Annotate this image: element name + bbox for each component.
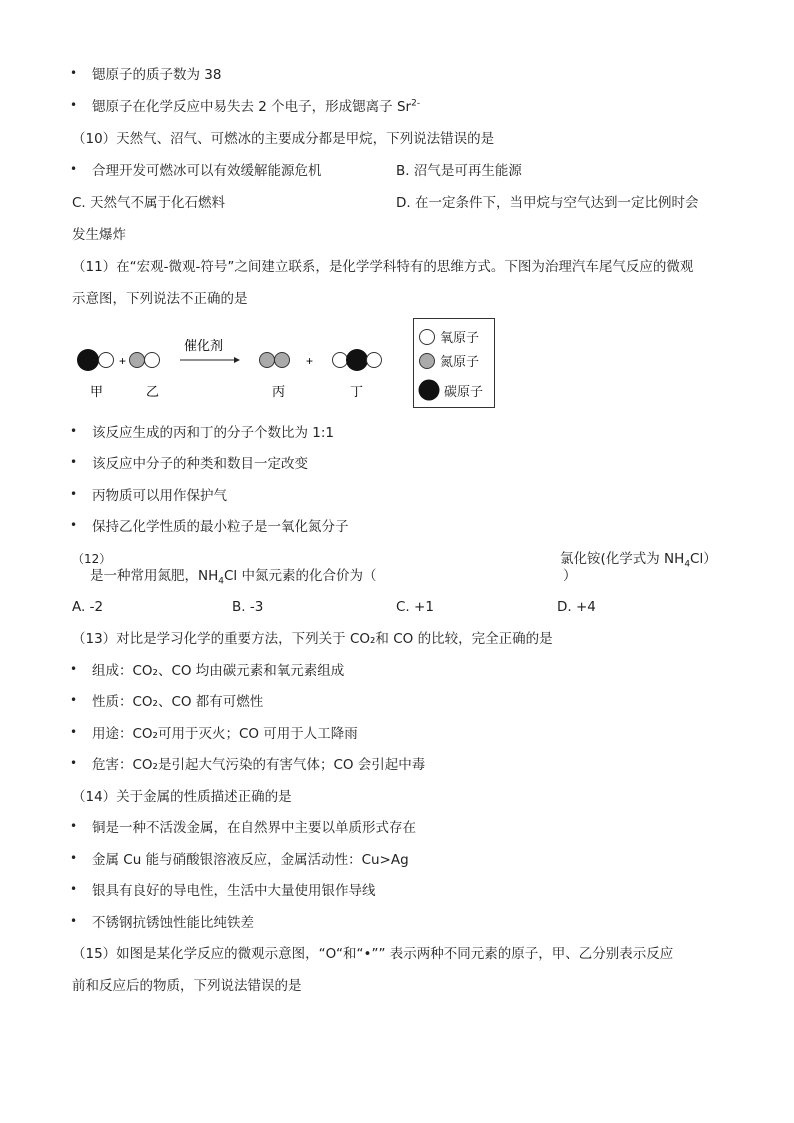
statement-proton-number bbox=[92, 66, 221, 84]
question-12-stem-line2 bbox=[90, 567, 376, 585]
question-11-stem-cont: 示意图，下列说法不正确的是 bbox=[72, 291, 248, 307]
reaction-molecules-svg bbox=[72, 318, 412, 410]
question-13-stem: （13）对比是学习化学的重要方法，下列关于 CO₂和 CO 的比较，完全正确的是 bbox=[72, 631, 553, 647]
legend-carbon-label: 碳原子 bbox=[444, 384, 484, 400]
q12-option-d: D. +4 bbox=[557, 599, 596, 615]
bullet-dot: • bbox=[70, 424, 78, 438]
subscript-4: 4 bbox=[218, 576, 224, 587]
q13-option-3: 用途：CO₂可用于灭火；CO 可用于人工降雨 bbox=[92, 726, 358, 742]
question-12-number: （12） bbox=[72, 552, 112, 566]
q13-option-2: 性质：CO₂、CO 都有可燃性 bbox=[92, 694, 264, 710]
ion-charge: 2- bbox=[411, 98, 421, 109]
q14-option-2: 金属 Cu 能与硝酸银溶液反应，金属活动性：Cu>Ag bbox=[92, 852, 409, 868]
q11-option-3: 丙物质可以用作保护气 bbox=[92, 488, 227, 504]
bullet-dot: • bbox=[70, 914, 78, 928]
statement-ion bbox=[92, 98, 420, 116]
q14-option-3: 银具有良好的导电性，生活中大量使用银作导线 bbox=[92, 883, 376, 899]
q13-option-4: 危害：CO₂是引起大气污染的有害气体；CO 会引起中毒 bbox=[92, 757, 426, 773]
oxygen-atom bbox=[367, 353, 382, 368]
legend-row-oxygen bbox=[418, 327, 479, 346]
nitrogen-atom bbox=[130, 353, 145, 368]
label-ding: 丁 bbox=[350, 385, 364, 400]
bullet-dot: • bbox=[70, 518, 78, 532]
q11-option-1: 该反应生成的丙和丁的分子个数比为 1:1 bbox=[92, 425, 335, 441]
q12-option-a: A. -2 bbox=[72, 599, 104, 615]
question-11-stem: （11）在“宏观-微观-符号”之间建立联系，是化学学科特有的思维方式。下图为治理汽车尾气反应的微观 bbox=[72, 259, 694, 275]
legend-row-carbon bbox=[418, 379, 483, 401]
q12-stem-right-text: 氯化铵(化学式为 NH bbox=[560, 551, 685, 567]
q14-option-1: 铜是一种不活泼金属，在自然界中主要以单质形式存在 bbox=[92, 820, 416, 836]
q12-option-c: C. +1 bbox=[396, 599, 434, 615]
q12-stem-right-end: Cl） bbox=[690, 551, 717, 567]
q10-option-d-cont: 发生爆炸 bbox=[72, 227, 126, 243]
carbon-atom bbox=[77, 349, 99, 371]
oxygen-atom bbox=[333, 353, 348, 368]
bullet-dot: • bbox=[70, 882, 78, 896]
carbon-atom-icon bbox=[418, 379, 440, 401]
legend-nitrogen-label: 氮原子 bbox=[440, 355, 480, 370]
bullet-dot: • bbox=[70, 487, 78, 501]
bullet-dot: • bbox=[70, 725, 78, 739]
nitrogen-atom bbox=[275, 353, 290, 368]
label-bing: 丙 bbox=[272, 385, 286, 400]
q14-option-4: 不锈钢抗锈蚀性能比纯铁差 bbox=[92, 915, 254, 931]
plus-sign-1: + bbox=[119, 354, 127, 368]
q10-option-c: C. 天然气不属于化石燃料 bbox=[72, 195, 226, 211]
nitrogen-atom-icon bbox=[418, 352, 436, 370]
label-yi: 乙 bbox=[146, 385, 160, 400]
q10-option-d: D. 在一定条件下，当甲烷与空气达到一定比例时会 bbox=[396, 195, 699, 211]
statement-text: 锶原子的质子数为 38 bbox=[92, 67, 222, 83]
label-jia: 甲 bbox=[90, 385, 104, 400]
legend-oxygen-label: 氧原子 bbox=[440, 331, 480, 346]
statement-text: 锶原子在化学反应中易失去 2 个电子，形成锶离子 Sr bbox=[92, 99, 412, 115]
oxygen-atom bbox=[145, 353, 160, 368]
bullet-dot: • bbox=[70, 162, 78, 176]
question-15-stem: （15）如图是某化学反应的微观示意图，“O“和“•”” 表示两种不同元素的原子，甲、乙分别表示反应 bbox=[72, 946, 674, 962]
question-15-stem-cont: 前和反应后的物质，下列说法错误的是 bbox=[72, 978, 302, 994]
catalyst-label: 催化剂 bbox=[184, 339, 224, 354]
q12-option-b: B. -3 bbox=[232, 599, 264, 615]
question-14-stem: （14）关于金属的性质描述正确的是 bbox=[72, 789, 292, 805]
legend-row-nitrogen bbox=[418, 351, 479, 370]
plus-sign-2: + bbox=[306, 354, 314, 368]
carbon-atom bbox=[346, 349, 368, 371]
q12-line2-text: 是一种常用氮肥，NH bbox=[90, 568, 219, 584]
q11-option-2: 该反应中分子的种类和数目一定改变 bbox=[92, 456, 308, 472]
question-10-stem: （10）天然气、沼气、可燃冰的主要成分都是甲烷，下列说法错误的是 bbox=[72, 131, 495, 147]
question-12-stem-right bbox=[560, 550, 717, 568]
bullet-dot: • bbox=[70, 756, 78, 770]
q12-line2-text-end: Cl 中氮元素的化合价为（ bbox=[223, 568, 377, 584]
q11-option-4: 保持乙化学性质的最小粒子是一氧化氮分子 bbox=[92, 519, 349, 535]
bullet-dot: • bbox=[70, 662, 78, 676]
oxygen-atom bbox=[99, 353, 114, 368]
bullet-dot: • bbox=[70, 851, 78, 865]
nitrogen-atom bbox=[260, 353, 275, 368]
q12-close-paren: ） bbox=[563, 568, 577, 584]
atom-legend bbox=[413, 318, 495, 408]
bullet-dot: • bbox=[70, 455, 78, 469]
bullet-dot: • bbox=[70, 819, 78, 833]
bullet-dot: • bbox=[70, 98, 78, 112]
bullet-dot: • bbox=[70, 693, 78, 707]
bullet-dot: • bbox=[70, 66, 78, 80]
q13-option-1: 组成：CO₂、CO 均由碳元素和氧元素组成 bbox=[92, 663, 345, 679]
q10-option-a: 合理开发可燃冰可以有效缓解能源危机 bbox=[92, 163, 322, 179]
subscript-4: 4 bbox=[684, 559, 691, 570]
oxygen-atom-icon bbox=[418, 328, 436, 346]
q10-option-b: B. 沼气是可再生能源 bbox=[396, 163, 522, 179]
arrow-head bbox=[234, 357, 240, 363]
